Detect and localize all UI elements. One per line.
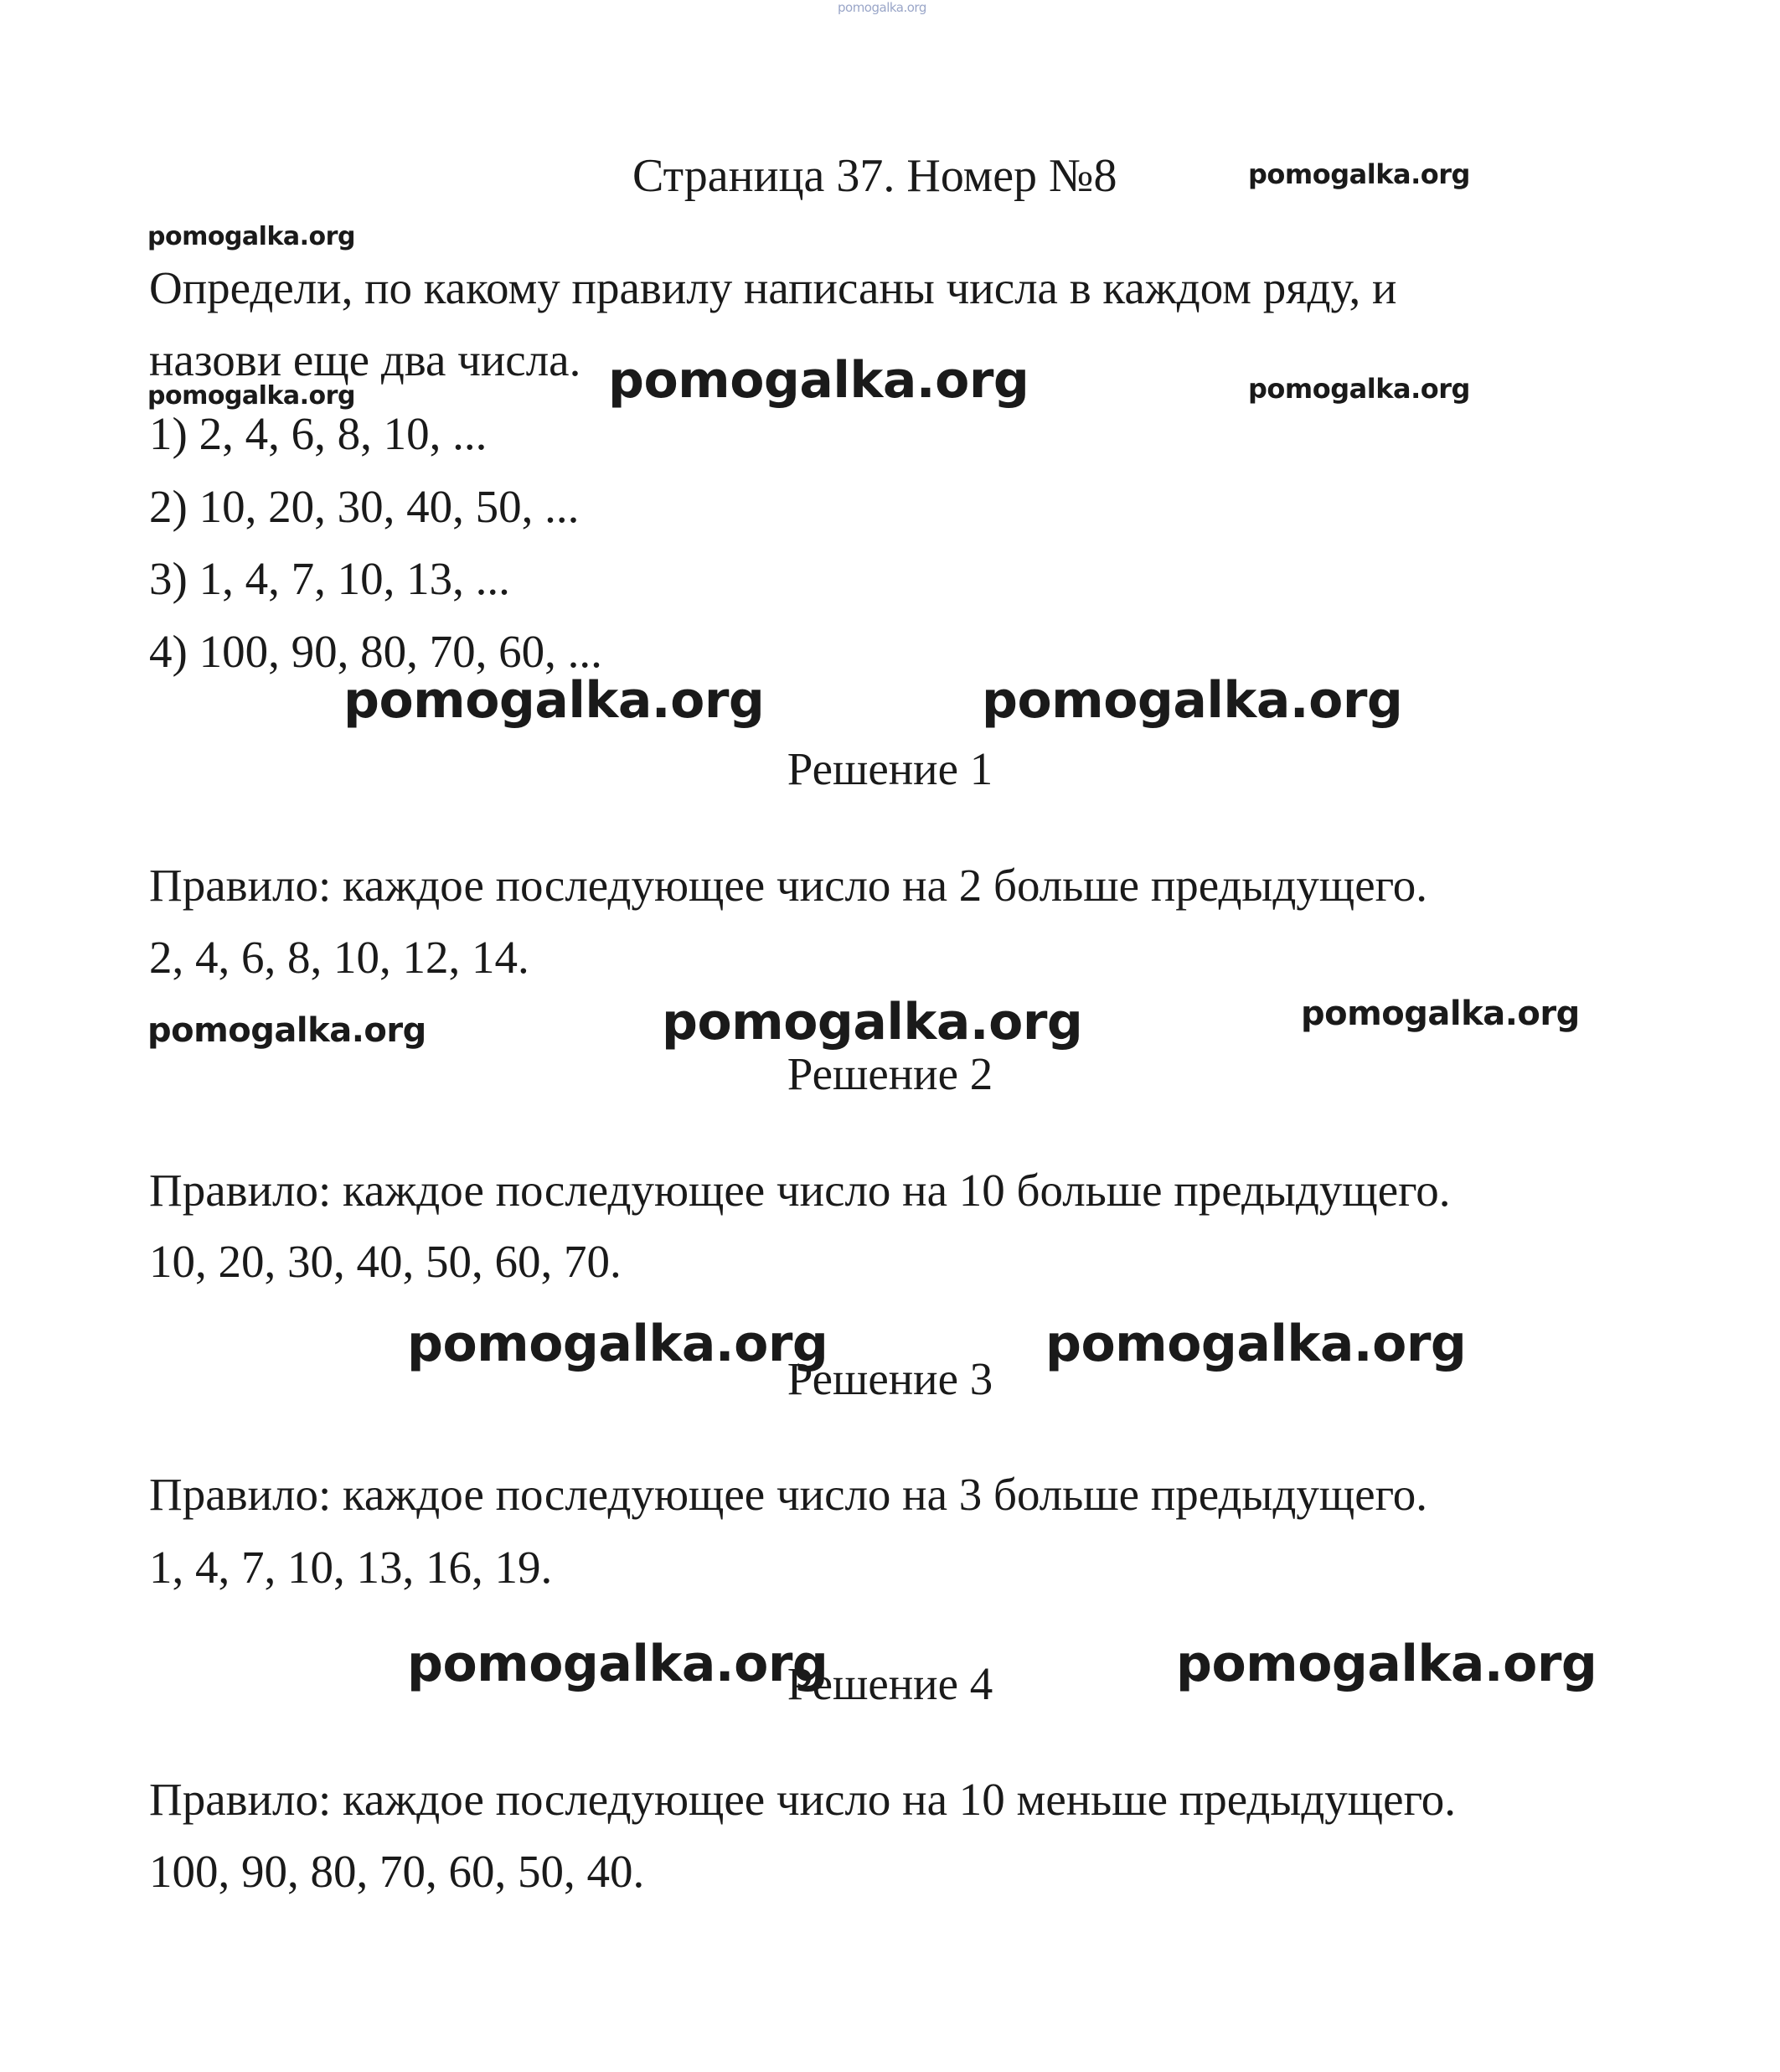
watermark: pomogalka.org	[1045, 1315, 1467, 1373]
watermark: pomogalka.org	[608, 351, 1029, 410]
task-item: 4) 100, 90, 80, 70, 60, ...	[149, 626, 602, 677]
watermark: pomogalka.org	[147, 381, 355, 411]
solution-heading: Решение 3	[787, 1353, 993, 1404]
solution-rule: Правило: каждое последующее число на 10 меньше предыдущего.	[149, 1774, 1457, 1825]
task-item: 2) 10, 20, 30, 40, 50, ...	[149, 481, 580, 532]
watermark: pomogalka.org	[343, 671, 765, 730]
solution-sequence: 10, 20, 30, 40, 50, 60, 70.	[149, 1236, 622, 1287]
task-text-line1: Определи, по какому правилу написаны числа в каждом ряду, и	[149, 262, 1397, 313]
solution-rule: Правило: каждое последующее число на 2 больше предыдущего.	[149, 860, 1428, 911]
solution-sequence: 1, 4, 7, 10, 13, 16, 19.	[149, 1542, 553, 1593]
watermark: pomogalka.org	[407, 1635, 828, 1693]
watermark: pomogalka.org	[1301, 995, 1580, 1033]
solution-heading: Решение 2	[787, 1048, 993, 1099]
solution-sequence: 100, 90, 80, 70, 60, 50, 40.	[149, 1846, 645, 1897]
task-text-line2: назови еще два числа.	[149, 334, 581, 385]
watermark: pomogalka.org	[662, 993, 1083, 1052]
task-item: 1) 2, 4, 6, 8, 10, ...	[149, 408, 488, 459]
solution-sequence: 2, 4, 6, 8, 10, 12, 14.	[149, 932, 529, 983]
top-watermark: pomogalka.org	[838, 0, 926, 15]
watermark: pomogalka.org	[1248, 158, 1470, 190]
watermark: pomogalka.org	[407, 1315, 828, 1373]
solution-rule: Правило: каждое последующее число на 10 больше предыдущего.	[149, 1165, 1451, 1216]
solution-rule: Правило: каждое последующее число на 3 больше предыдущего.	[149, 1469, 1428, 1520]
watermark: pomogalka.org	[147, 1011, 426, 1050]
solution-heading: Решение 1	[787, 743, 993, 794]
watermark: pomogalka.org	[1248, 373, 1470, 405]
watermark: pomogalka.org	[1176, 1635, 1597, 1693]
page-title: Страница 37. Номер №8	[632, 150, 1117, 202]
solution-heading: Решение 4	[787, 1658, 993, 1709]
watermark: pomogalka.org	[982, 671, 1403, 730]
watermark: pomogalka.org	[147, 222, 355, 251]
task-item: 3) 1, 4, 7, 10, 13, ...	[149, 553, 510, 604]
